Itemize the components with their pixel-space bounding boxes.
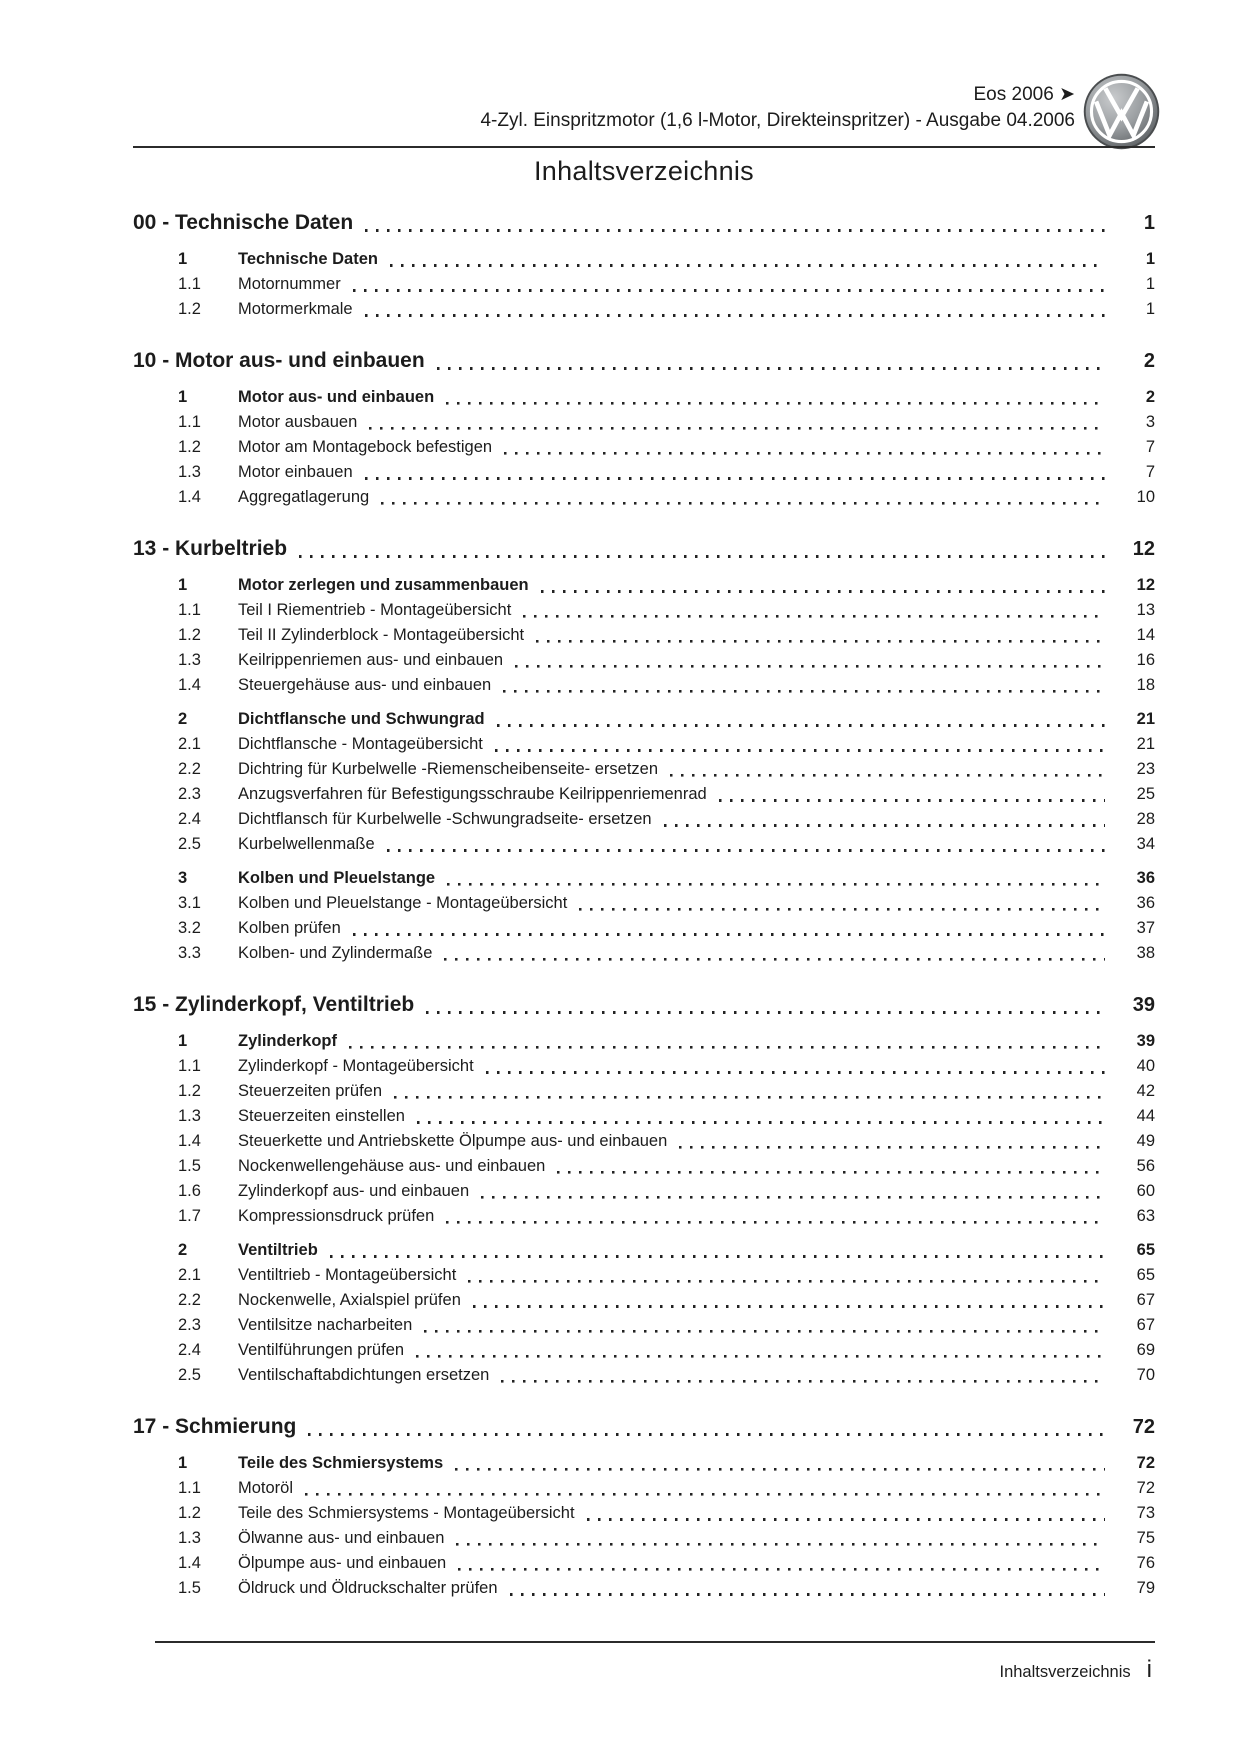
toc-entry-row [133, 707, 1155, 732]
entry-number: 2.3 [178, 785, 201, 803]
entry-title: Ölwanne aus- und einbauen [238, 1529, 445, 1547]
dot-leader [719, 799, 1105, 802]
entry-number: 2.3 [178, 1316, 201, 1334]
entry-number: 2.4 [178, 810, 201, 828]
vw-logo-icon [1083, 73, 1160, 150]
entry-title: Dichtflansche und Schwungrad [238, 710, 485, 728]
entry-page-number: 72 [1136, 1454, 1155, 1472]
entry-page-number: 21 [1136, 735, 1155, 753]
dot-leader [299, 555, 1105, 558]
toc-chapter-section [133, 208, 1155, 322]
entry-title: Nockenwelle, Axialspiel prüfen [238, 1291, 461, 1309]
toc-entry-row [133, 435, 1155, 460]
dot-leader [308, 1433, 1105, 1436]
entry-title: Kurbelwellenmaße [238, 835, 375, 853]
entry-page-number: 7 [1145, 438, 1155, 456]
entry-page-number: 36 [1136, 894, 1155, 912]
entry-number: 2.1 [178, 735, 201, 753]
entry-title: Teil II Zylinderblock - Montageübersicht [238, 626, 525, 644]
dot-leader [365, 477, 1105, 480]
dot-leader [365, 314, 1105, 317]
toc-chapter-section [133, 346, 1155, 510]
entry-number: 1 [178, 576, 188, 594]
dot-leader [417, 1121, 1105, 1124]
entry-number: 1.1 [178, 1479, 201, 1497]
entry-title: Motornummer [238, 275, 341, 293]
dot-leader [390, 264, 1105, 267]
chapter-label: 17 - Schmierung [133, 1415, 297, 1438]
entry-number: 1.1 [178, 1057, 201, 1075]
dot-leader [387, 849, 1105, 852]
dot-leader [446, 402, 1105, 405]
entry-title: Dichtring für Kurbelwelle -Riemenscheibenseite- ersetzen [238, 760, 659, 778]
entry-title: Anzugsverfahren für Befestigungsschraube Keilrippenriemenrad [238, 785, 707, 803]
entry-page-number: 65 [1136, 1266, 1155, 1284]
toc-entry-row [133, 782, 1155, 807]
entry-number: 1 [178, 1032, 188, 1050]
entry-title: Aggregatlagerung [238, 488, 370, 506]
entry-number: 1.1 [178, 413, 201, 431]
entry-number: 2 [178, 1241, 188, 1259]
dot-leader [353, 933, 1105, 936]
entry-title: Kolben und Pleuelstange [238, 869, 436, 887]
entry-number: 1.4 [178, 488, 201, 506]
entry-title: Motor einbauen [238, 463, 353, 481]
toc-entry-row [133, 410, 1155, 435]
entry-page-number: 16 [1136, 651, 1155, 669]
toc-entry-row [133, 1476, 1155, 1501]
entry-title: Motoröl [238, 1479, 294, 1497]
entry-page-number: 49 [1136, 1132, 1155, 1150]
toc-entry-row [133, 1129, 1155, 1154]
toc-entry-row [133, 1363, 1155, 1388]
toc-entry-row [133, 485, 1155, 510]
chapter-label: 15 - Zylinderkopf, Ventiltrieb [133, 993, 415, 1016]
footer-label: Inhaltsverzeichnis [999, 1663, 1131, 1681]
dot-leader [536, 640, 1105, 643]
dot-leader [481, 1196, 1105, 1199]
dot-leader [503, 690, 1105, 693]
toc-entry-row [133, 247, 1155, 272]
toc-entry-row [133, 1154, 1155, 1179]
entry-page-number: 67 [1136, 1291, 1155, 1309]
entry-page-number: 75 [1136, 1529, 1155, 1547]
dot-leader [670, 774, 1105, 777]
toc-entry-row [133, 1179, 1155, 1204]
entry-number: 1.3 [178, 463, 201, 481]
entry-page-number: 34 [1136, 835, 1155, 853]
entry-page-number: 36 [1136, 869, 1155, 887]
toc-entry-row [133, 1338, 1155, 1363]
dot-leader [426, 1011, 1105, 1014]
toc-entry-row [133, 1263, 1155, 1288]
dot-leader [381, 502, 1105, 505]
entry-page-number: 13 [1136, 601, 1155, 619]
chapter-label: 10 - Motor aus- und einbauen [133, 349, 425, 372]
toc-entry-row [133, 1526, 1155, 1551]
entry-page-number: 10 [1136, 488, 1155, 506]
entry-number: 1.7 [178, 1207, 201, 1225]
entry-title: Motor zerlegen und zusammenbauen [238, 576, 529, 594]
entry-page-number: 23 [1136, 760, 1155, 778]
entry-title: Motor am Montagebock befestigen [238, 438, 493, 456]
chapter-label: 00 - Technische Daten [133, 211, 354, 234]
dot-leader [353, 289, 1105, 292]
entry-title: Ventilsitze nacharbeiten [238, 1316, 413, 1334]
page-header [480, 82, 1075, 134]
toc-entry-row [133, 1204, 1155, 1229]
entry-number: 1.4 [178, 1554, 201, 1572]
entry-title: Kolben prüfen [238, 919, 341, 937]
entry-page-number: 73 [1136, 1504, 1155, 1522]
entry-number: 2.1 [178, 1266, 201, 1284]
toc-entry-row [133, 573, 1155, 598]
entry-number: 1.5 [178, 1157, 201, 1175]
entry-number: 1.4 [178, 1132, 201, 1150]
entry-number: 2 [178, 710, 188, 728]
entry-number: 1.4 [178, 676, 201, 694]
entry-title: Ventiltrieb [238, 1241, 318, 1259]
dot-leader [495, 749, 1105, 752]
toc-entry-row [133, 1576, 1155, 1601]
entry-number: 1.3 [178, 1107, 201, 1125]
toc-chapter-row [133, 1412, 1155, 1442]
entry-title: Technische Daten [238, 250, 378, 268]
toc-chapter-row [133, 990, 1155, 1020]
entry-number: 3.1 [178, 894, 201, 912]
toc-chapter-row [133, 534, 1155, 564]
entry-title: Kolben- und Zylindermaße [238, 944, 433, 962]
toc-entry-row [133, 891, 1155, 916]
dot-leader [541, 590, 1105, 593]
entry-number: 1 [178, 250, 188, 268]
dot-leader [330, 1255, 1105, 1258]
toc-chapter-section [133, 990, 1155, 1388]
entry-page-number: 40 [1136, 1057, 1155, 1075]
entry-number: 2.5 [178, 835, 201, 853]
entry-title: Nockenwellengehäuse aus- und einbauen [238, 1157, 546, 1175]
page-footer [133, 1658, 1152, 1682]
toc-entry-row [133, 807, 1155, 832]
entry-title: Kolben und Pleuelstange - Montageübersicht [238, 894, 568, 912]
entry-title: Keilrippenriemen aus- und einbauen [238, 651, 504, 669]
dot-leader [369, 427, 1105, 430]
entry-page-number: 21 [1136, 710, 1155, 728]
toc-entry-row [133, 1288, 1155, 1313]
dot-leader [455, 1468, 1105, 1471]
toc-entry-row [133, 1079, 1155, 1104]
toc-entry-row [133, 1104, 1155, 1129]
entry-page-number: 1 [1145, 275, 1155, 293]
dot-leader [501, 1380, 1105, 1383]
entry-page-number: 67 [1136, 1316, 1155, 1334]
toc-chapter-row [133, 208, 1155, 238]
entry-number: 2.2 [178, 1291, 201, 1309]
dot-leader [468, 1280, 1105, 1283]
toc-entry-row [133, 916, 1155, 941]
dot-leader [664, 824, 1105, 827]
dot-leader [444, 958, 1105, 961]
toc [133, 208, 1155, 1601]
entry-page-number: 2 [1145, 388, 1155, 406]
toc-entry-row [133, 1313, 1155, 1338]
entry-title: Teile des Schmiersystems [238, 1454, 444, 1472]
entry-page-number: 3 [1145, 413, 1155, 431]
chapter-page-number: 39 [1132, 994, 1155, 1016]
entry-number: 1 [178, 388, 188, 406]
page-title: Inhaltsverzeichnis [533, 156, 754, 186]
toc-entry-row [133, 460, 1155, 485]
entry-number: 3.2 [178, 919, 201, 937]
entry-page-number: 76 [1136, 1554, 1155, 1572]
dot-leader [557, 1171, 1105, 1174]
footer-page-number: i [1146, 1656, 1152, 1683]
entry-page-number: 12 [1136, 576, 1155, 594]
dot-leader [447, 883, 1105, 886]
entry-page-number: 37 [1136, 919, 1155, 937]
entry-number: 1.2 [178, 1082, 201, 1100]
entry-page-number: 25 [1136, 785, 1155, 803]
entry-page-number: 1 [1145, 250, 1155, 268]
entry-number: 1 [178, 1454, 188, 1472]
toc-entry-row [133, 1238, 1155, 1263]
dot-leader [579, 908, 1105, 911]
chapter-page-number: 12 [1132, 538, 1155, 560]
dot-leader [504, 452, 1105, 455]
dot-leader [510, 1593, 1105, 1596]
entry-number: 3 [178, 869, 188, 887]
entry-number: 1.2 [178, 1504, 201, 1522]
entry-title: Zylinderkopf - Montageübersicht [238, 1057, 474, 1075]
entry-page-number: 65 [1136, 1241, 1155, 1259]
entry-title: Motor ausbauen [238, 413, 358, 431]
entry-page-number: 38 [1136, 944, 1155, 962]
toc-entry-row [133, 832, 1155, 857]
toc-entry-row [133, 623, 1155, 648]
dot-leader [349, 1046, 1105, 1049]
toc-entry-row [133, 732, 1155, 757]
entry-number: 1.2 [178, 626, 201, 644]
toc-entry-row [133, 1451, 1155, 1476]
toc-entry-row [133, 866, 1155, 891]
dot-leader [424, 1330, 1105, 1333]
entry-page-number: 56 [1136, 1157, 1155, 1175]
entry-title: Ventiltrieb - Montageübersicht [238, 1266, 457, 1284]
dot-leader [305, 1493, 1105, 1496]
entry-page-number: 28 [1136, 810, 1155, 828]
entry-title: Steuerzeiten prüfen [238, 1082, 383, 1100]
doc-subtitle: 4-Zyl. Einspritzmotor (1,6 l-Motor, Direkteinspritzer) - Ausgabe 04.2006 [480, 110, 1075, 131]
entry-title: Dichtflansche - Montageübersicht [238, 735, 483, 753]
toc-entry-row [133, 385, 1155, 410]
entry-title: Motormerkmale [238, 300, 353, 318]
entry-title: Öldruck und Öldruckschalter prüfen [238, 1579, 498, 1597]
entry-title: Teil I Riementrieb - Montageübersicht [238, 601, 512, 619]
dot-leader [587, 1518, 1105, 1521]
entry-number: 2.2 [178, 760, 201, 778]
entry-title: Dichtflansch für Kurbelwelle -Schwungradseite- ersetzen [238, 810, 652, 828]
entry-title: Ventilschaftabdichtungen ersetzen [238, 1366, 490, 1384]
toc-entry-row [133, 673, 1155, 698]
entry-page-number: 42 [1136, 1082, 1155, 1100]
entry-page-number: 18 [1136, 676, 1155, 694]
chapter-page-number: 2 [1143, 350, 1155, 372]
dot-leader [446, 1221, 1105, 1224]
dot-leader [394, 1096, 1105, 1099]
entry-page-number: 69 [1136, 1341, 1155, 1359]
toc-chapter-section [133, 1412, 1155, 1601]
entry-number: 2.5 [178, 1366, 201, 1384]
toc-entry-row [133, 297, 1155, 322]
chapter-page-number: 1 [1143, 212, 1155, 234]
entry-number: 1.3 [178, 1529, 201, 1547]
dot-leader [473, 1305, 1105, 1308]
entry-title: Motor aus- und einbauen [238, 388, 435, 406]
toc-entry-row [133, 272, 1155, 297]
entry-title: Zylinderkopf [238, 1032, 338, 1050]
entry-title: Steuerkette und Antriebskette Ölpumpe aus- und einbauen [238, 1132, 668, 1150]
entry-page-number: 79 [1136, 1579, 1155, 1597]
entry-title: Kompressionsdruck prüfen [238, 1207, 435, 1225]
header-divider [133, 146, 1155, 148]
toc-entry-row [133, 757, 1155, 782]
entry-number: 1.2 [178, 438, 201, 456]
dot-leader [497, 724, 1105, 727]
entry-title: Ventilführungen prüfen [238, 1341, 405, 1359]
entry-number: 3.3 [178, 944, 201, 962]
toc-entry-row [133, 941, 1155, 966]
dot-leader [515, 665, 1105, 668]
entry-number: 1.1 [178, 601, 201, 619]
dot-leader [416, 1355, 1105, 1358]
dot-leader [486, 1071, 1105, 1074]
dot-leader [365, 229, 1105, 232]
entry-number: 1.1 [178, 275, 201, 293]
toc-entry-row [133, 1029, 1155, 1054]
entry-number: 2.4 [178, 1341, 201, 1359]
toc-chapter-row [133, 346, 1155, 376]
entry-title: Ölpumpe aus- und einbauen [238, 1554, 447, 1572]
entry-number: 1.5 [178, 1579, 201, 1597]
dot-leader [679, 1146, 1105, 1149]
entry-title: Teile des Schmiersystems - Montageübersicht [238, 1504, 575, 1522]
chapter-page-number: 72 [1132, 1416, 1155, 1438]
footer-divider [155, 1641, 1155, 1643]
entry-page-number: 7 [1145, 463, 1155, 481]
entry-page-number: 1 [1145, 300, 1155, 318]
toc-entry-row [133, 648, 1155, 673]
dot-leader [456, 1543, 1105, 1546]
dot-leader [458, 1568, 1105, 1571]
entry-title: Zylinderkopf aus- und einbauen [238, 1182, 470, 1200]
entry-title: Steuerzeiten einstellen [238, 1107, 405, 1125]
toc-entry-row [133, 1054, 1155, 1079]
toc-entry-row [133, 1551, 1155, 1576]
toc-entry-row [133, 1501, 1155, 1526]
entry-number: 1.6 [178, 1182, 201, 1200]
entry-page-number: 63 [1136, 1207, 1155, 1225]
entry-page-number: 60 [1136, 1182, 1155, 1200]
entry-title: Steuergehäuse aus- und einbauen [238, 676, 492, 694]
entry-page-number: 70 [1136, 1366, 1155, 1384]
entry-page-number: 14 [1136, 626, 1155, 644]
entry-page-number: 39 [1136, 1032, 1155, 1050]
entry-page-number: 72 [1136, 1479, 1155, 1497]
entry-number: 1.3 [178, 651, 201, 669]
model-line: Eos 2006 ➤ [973, 84, 1075, 105]
chapter-label: 13 - Kurbeltrieb [133, 537, 288, 560]
entry-page-number: 44 [1136, 1107, 1155, 1125]
dot-leader [437, 367, 1105, 370]
entry-number: 1.2 [178, 300, 201, 318]
dot-leader [523, 615, 1105, 618]
toc-chapter-section [133, 534, 1155, 966]
toc-entry-row [133, 598, 1155, 623]
